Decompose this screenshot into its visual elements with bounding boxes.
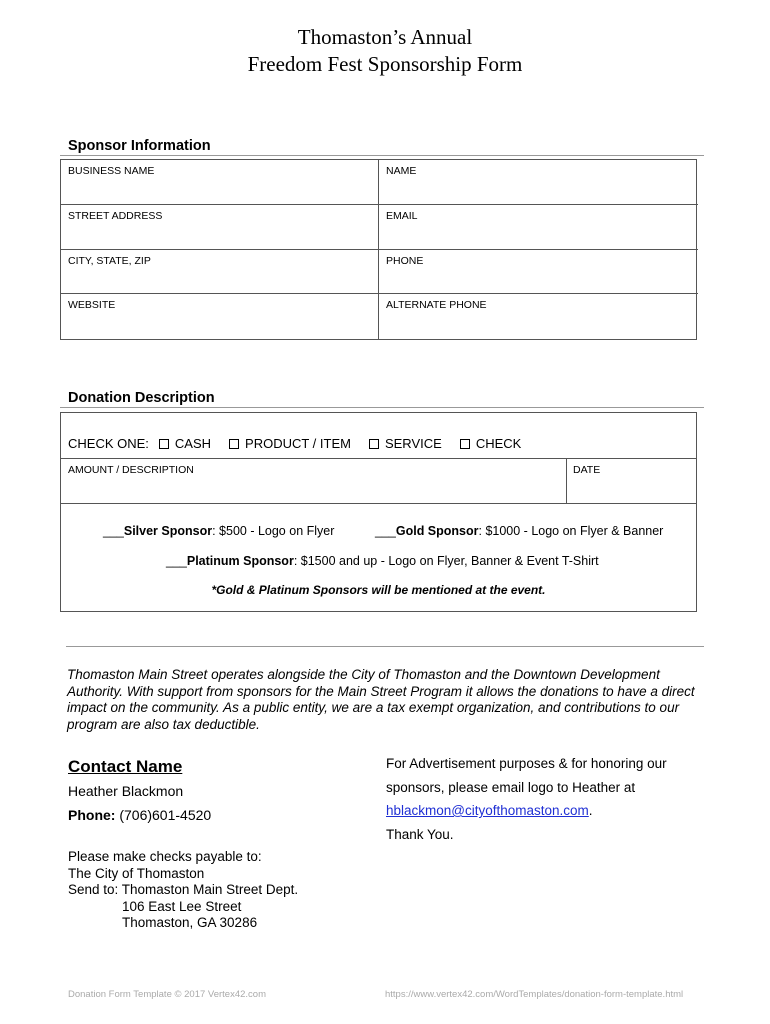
footer-copyright: Donation Form Template © 2017 Vertex42.com — [68, 989, 266, 1000]
donation-description-rule — [60, 407, 704, 408]
advertisement-line-1: For Advertisement purposes & for honoring our — [386, 756, 667, 771]
checkbox-icon — [229, 439, 239, 449]
footer-url[interactable]: https://www.vertex42.com/WordTemplates/donation-form-template.html — [385, 989, 684, 1000]
check-payment-info — [68, 849, 298, 932]
city-line: Thomaston, GA 30286 — [122, 915, 258, 930]
section-divider — [66, 646, 704, 647]
donation-description-heading: Donation Description — [68, 390, 215, 406]
phone-label: Phone: — [68, 807, 116, 823]
street-address-field[interactable]: STREET ADDRESS — [61, 205, 379, 250]
check-one-row — [61, 413, 696, 459]
cash-option-label: CASH — [174, 436, 212, 451]
platinum-sponsor-detail: : $1500 and up - Logo on Flyer, Banner & Event T-Shirt — [293, 554, 599, 568]
phone-number: (706)601-4520 — [115, 807, 212, 823]
gold-blank: ___ — [375, 524, 396, 538]
service-checkbox[interactable] — [369, 436, 442, 451]
checks-payable-line: Please make checks payable to: — [68, 849, 262, 864]
sponsor-info-rule — [60, 155, 704, 156]
send-to-line: Send to: Thomaston Main Street Dept. — [68, 882, 299, 897]
contact-phone — [68, 807, 211, 823]
form-title-line-1: Thomaston’s Annual — [297, 25, 473, 49]
contact-name: Heather Blackmon — [68, 783, 184, 799]
checkbox-icon — [460, 439, 470, 449]
email-line — [386, 799, 726, 823]
gold-sponsor-name: Gold Sponsor — [395, 524, 479, 538]
program-description: Thomaston Main Street operates alongside the City of Thomaston and the Downtown Development Authority. With support from sponsors for the Main Street Program it allows the donations to have a direct impact on the community. As a public entity, we are a tax exempt organization, and contributions to our program are also tax deductible. — [67, 667, 695, 732]
cash-checkbox[interactable] — [159, 436, 211, 451]
service-option-label: SERVICE — [384, 436, 442, 451]
name-field[interactable]: NAME — [379, 160, 698, 205]
business-name-field[interactable]: BUSINESS NAME — [61, 160, 379, 205]
checkbox-icon — [369, 439, 379, 449]
contact-heading: Contact Name — [68, 757, 183, 776]
check-option-label: CHECK — [475, 436, 522, 451]
gold-sponsor-detail: : $1000 - Logo on Flyer & Banner — [478, 524, 664, 538]
website-field[interactable]: WEBSITE — [61, 294, 379, 339]
city-state-zip-field[interactable]: CITY, STATE, ZIP — [61, 250, 379, 295]
alternate-phone-field[interactable]: ALTERNATE PHONE — [386, 299, 487, 312]
silver-blank: ___ — [103, 524, 124, 538]
platinum-blank: ___ — [166, 554, 187, 568]
email-suffix: . — [588, 803, 593, 818]
product-item-option-label: PRODUCT / ITEM — [245, 436, 351, 451]
payee-line: The City of Thomaston — [68, 865, 205, 881]
checkbox-icon — [159, 439, 169, 449]
silver-sponsor-name: Silver Sponsor — [123, 524, 213, 538]
sponsor-info-heading: Sponsor Information — [68, 138, 211, 154]
advertisement-line-2: sponsors, please email logo to Heather at — [386, 779, 636, 795]
street-line: 106 East Lee Street — [122, 898, 242, 914]
silver-sponsor-detail: : $500 - Logo on Flyer — [212, 524, 335, 538]
check-checkbox[interactable] — [460, 436, 522, 451]
amount-description-field[interactable]: AMOUNT / DESCRIPTION — [68, 464, 194, 476]
check-one-label: CHECK ONE: — [68, 436, 149, 451]
form-title-line-2: Freedom Fest Sponsorship Form — [247, 52, 523, 76]
email-field[interactable]: EMAIL — [379, 205, 698, 250]
email-link[interactable]: hblackmon@cityofthomaston.com — [386, 803, 589, 818]
silver-sponsor-option[interactable] — [103, 524, 334, 538]
amount-row — [61, 459, 696, 504]
product-item-checkbox[interactable] — [229, 436, 351, 451]
platinum-sponsor-name: Platinum Sponsor — [186, 554, 294, 568]
donation-box — [60, 412, 697, 612]
advertisement-info — [386, 752, 726, 846]
sponsor-info-grid — [60, 159, 697, 340]
thank-you: Thank You. — [386, 826, 454, 842]
sponsor-note: *Gold & Platinum Sponsors will be mentioned at the event. — [211, 583, 546, 597]
date-field[interactable]: DATE — [566, 459, 696, 503]
gold-sponsor-option[interactable] — [375, 524, 663, 538]
platinum-sponsor-option[interactable] — [166, 554, 599, 568]
phone-field[interactable]: PHONE — [379, 250, 698, 295]
